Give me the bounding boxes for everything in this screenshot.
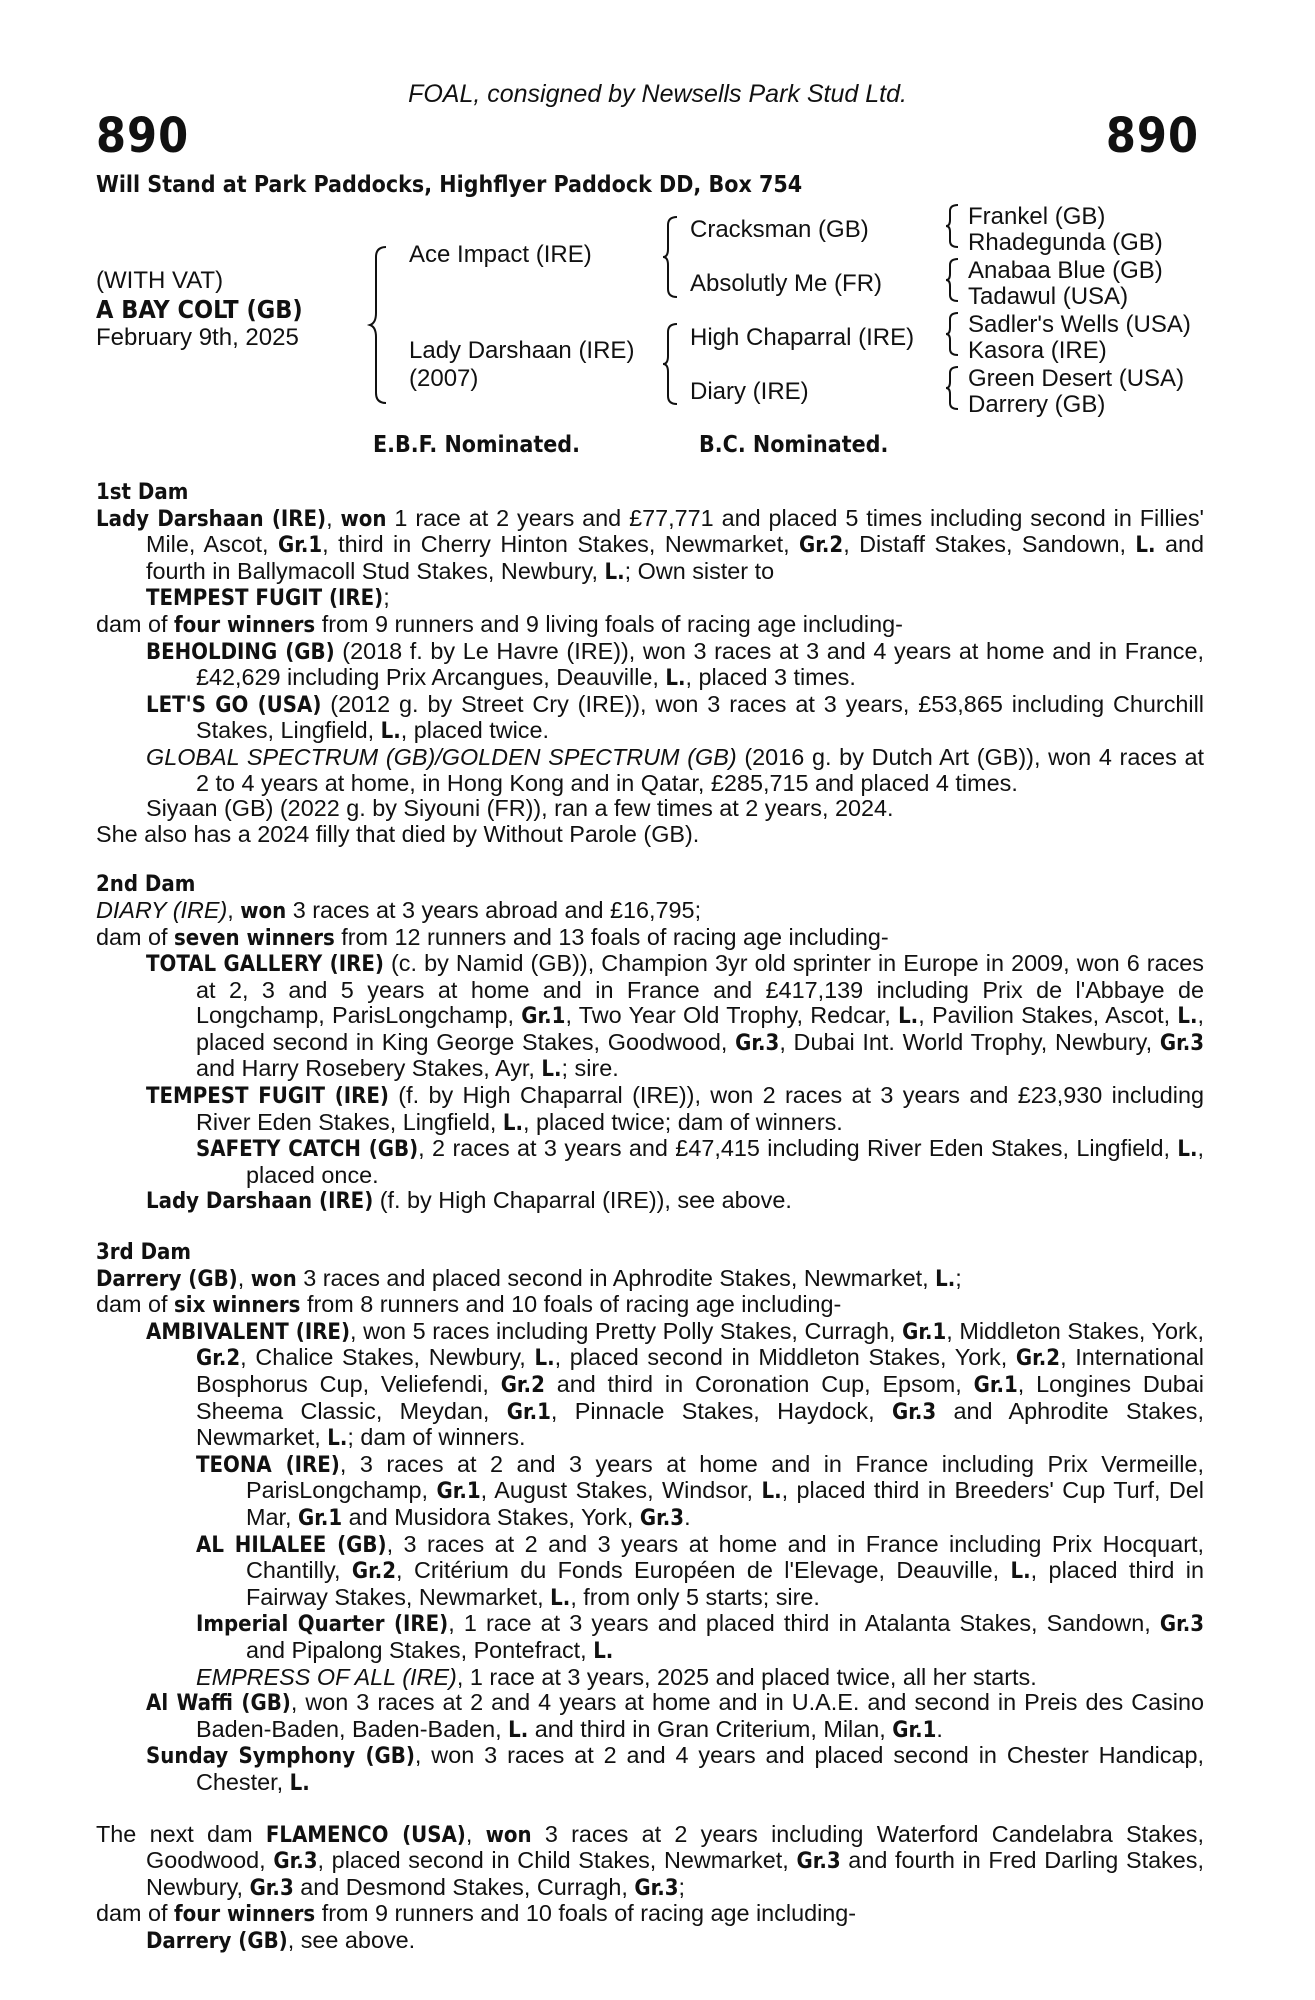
grade: L. [327,1426,348,1452]
produce-global-spectrum [96,745,1204,796]
grade: Gr.2 [799,533,844,559]
produce-al-waffi [96,1690,1204,1743]
grade: L. [665,666,686,692]
pedigree-g1: Frankel (GB) [968,203,1106,230]
stabling-line: Will Stand at Park Paddocks, Highflyer Paddock DD, Box 754 [96,172,803,198]
grade: Gr.1 [298,1505,343,1531]
text: , Distaff Stakes, Sandown, [843,531,1136,558]
produce-imperial-quarter [96,1611,1204,1664]
text: and Desmond Stakes, Curragh, [293,1873,635,1900]
text: , Dubai Int. World Trophy, Newbury, [779,1028,1160,1055]
text: , from only 5 starts; sire. [570,1583,820,1610]
grade: L. [1177,1004,1198,1030]
grade: L. [541,1057,562,1083]
text: , placed second in King George Stakes, Goodwood, [196,1002,1204,1055]
grade: Gr.3 [891,1399,937,1425]
grade: Gr.3 [796,1849,841,1875]
pedigree-sire-dam: Absolutly Me (FR) [690,270,883,297]
pedigree-bracket-g78 [944,365,960,411]
produce-beholding [96,639,1204,692]
pedigree-bracket-dam [661,322,679,406]
text: from 9 runners and 10 foals of racing age including- [315,1900,857,1927]
won-label: won [250,1266,297,1292]
foal-name: Sunday Symphony (GB) [146,1744,415,1770]
text: . [684,1503,691,1530]
foal-name: EMPRESS OF ALL (IRE) [196,1663,457,1690]
produce-safety-catch [96,1136,1204,1188]
grade: L. [534,1346,555,1372]
text: . [936,1715,943,1742]
pedigree-bracket-g34 [944,257,960,303]
produce-sunday-symphony [96,1743,1204,1796]
text: and Musidora Stakes, York, [342,1503,640,1530]
grade: L. [1135,533,1156,559]
grade: Gr.3 [639,1505,685,1531]
text: , August Stakes, Windsor, [480,1477,762,1504]
text: (2016 g. by Dutch Art (GB)), won 4 races at 2 to 4 years at home, in Hong Kong and in Qatar, £285,715 and placed 4 times. [196,743,1204,796]
won-label: won [340,506,387,532]
vat-note: (WITH VAT) [96,267,224,294]
pedigree-sire-sire: Cracksman (GB) [690,216,869,243]
text: , placed twice. [400,717,549,744]
grade: Gr.1 [892,1717,937,1743]
text: and third in Coronation Cup, Epsom, [544,1371,974,1397]
text: (2012 g. by Street Cry (IRE)), won 3 races at 3 years, £53,865 including Churchill Stakes, Lingfield, [196,690,1204,744]
foal-name: Lady Darshaan (IRE) [146,1189,374,1215]
next-dam-produce-summary [96,1901,1204,1928]
foal-name: Darrery (GB) [146,1928,288,1954]
text: (f. by High Chaparral (IRE)), see above. [373,1187,792,1214]
text: and Pipalong Stakes, Pontefract, [246,1636,594,1663]
text: , won 3 races at 2 and 4 years at home and in U.A.E. and second in Preis des Casino Baden-Baden, Baden-Baden, [196,1689,1205,1742]
lot-number-right: 890 [1105,108,1199,164]
text: from 9 runners and 9 living foals of racing age including- [315,610,903,637]
text: , placed third in Breeders' Cup Turf, Del Mar, [246,1477,1204,1530]
next-dam-name: FLAMENCO (USA) [265,1822,466,1848]
grade: Gr.1 [521,1004,566,1030]
foal-name: Al Waffi (GB) [146,1691,291,1717]
pedigree-sire: Ace Impact (IRE) [409,241,592,268]
won-label: won [240,898,287,924]
pedigree-bracket-main [368,245,388,405]
text: , placed second in Middleton Stakes, York, [554,1344,1016,1371]
text: ; [678,1873,686,1900]
text: (c. by Namid (GB)), Champion 3yr old sprinter in Europe in 2009, won 6 races at 2, 3 and 5 years at home and in France and £417,139 including Prix de l'Abbaye de Longchamp, ParisLongchamp, [196,950,1204,1029]
text: , Pavilion Stakes, Ascot, [918,1002,1178,1029]
produce-tempest-fugit [96,1083,1204,1136]
grade: Gr.3 [273,1849,318,1875]
text: , 3 races at 2 and 3 years at home and in France including Prix Vermeille, ParisLongchamp, [246,1450,1204,1504]
second-dam-record [96,898,1204,925]
pedigree-bracket-g12 [944,203,960,249]
text: from 12 runners and 13 foals of racing age including- [334,923,889,950]
pedigree-g7: Green Desert (USA) [968,365,1185,392]
text: , 1 race at 3 years, 2025 and placed twice, all her starts. [456,1663,1037,1690]
pedigree-g5: Sadler's Wells (USA) [968,311,1191,338]
ebf-nominated: E.B.F. Nominated. [373,432,580,458]
pedigree-g3: Anabaa Blue (GB) [968,257,1163,284]
text: , placed once. [246,1135,1205,1188]
first-dam-heading: 1st Dam [96,480,189,505]
bc-nominated: B.C. Nominated. [699,432,889,458]
winners-count: four winners [174,1902,316,1928]
grade: Gr.3 [1159,1612,1205,1638]
foal-name: Imperial Quarter (IRE) [196,1612,449,1638]
text: , 3 races at 2 and 3 years at home and in France including Prix Hocquart, Chantilly, [246,1530,1204,1584]
produce-darrery [96,1928,1204,1955]
text: ; [383,584,390,611]
produce-total-gallery [96,951,1204,1083]
first-dam-record: Lady Darshaan (IRE), won 1 race at 2 years and £77,771 and placed 5 times including second in Fillies' Mile, Ascot, Gr.1, third in Cherry Hinton Stakes, Newmarket, Gr.2, Distaff Stakes, Sandown, L. and fourth in Ballymacoll Stud Stakes, Newbury, L.; Own sister to TEMPEST FUGIT (IRE); [96,504,1205,612]
next-dam-record [96,1822,1204,1902]
text: , placed second in Child Stakes, Newmarket, [317,1847,797,1874]
catalogue-body [96,480,1204,1954]
text: , Chalice Stakes, Newbury, [240,1344,535,1371]
second-dam-name: DIARY (IRE) [96,896,228,923]
grade: Gr.3 [634,1875,679,1901]
foaling-date: February 9th, 2025 [96,324,299,351]
text: , Middleton Stakes, York, [946,1317,1204,1344]
grade: L. [289,1770,310,1796]
text: , [465,1820,486,1847]
grade: L. [898,1004,919,1030]
pedigree-bracket-g56 [944,311,960,357]
text: , placed third in Fairway Stakes, Newmarket, [246,1557,1204,1610]
text: dam of [96,1291,175,1318]
pedigree-g8: Darrery (GB) [968,391,1106,418]
horse-name: A BAY COLT (GB) [96,295,303,324]
text: , [237,1264,251,1291]
second-dam-heading: 2nd Dam [96,872,196,898]
pedigree-dam-sire: High Chaparral (IRE) [690,324,915,351]
winners-count: six winners [174,1293,301,1319]
text: dam of [96,610,175,637]
text: , Pinnacle Stakes, Haydock, [550,1397,892,1424]
grade: L. [1177,1137,1198,1163]
produce-lets-go [96,692,1204,745]
grade: L. [508,1717,529,1743]
foal-name: AL HILALEE (GB) [196,1532,387,1558]
produce-empress-of-all [96,1665,1204,1691]
text: (2018 f. by Le Havre (IRE)), won 3 races at 3 and 4 years at home and in France, £42,629 including Prix Arcangues, Deauville, [196,637,1204,691]
text: ; sire. [561,1055,619,1082]
text: , placed 3 times. [685,664,856,691]
text: and fourth in Fred Darling Stakes, Newbury, [146,1847,1204,1900]
text: The next dam [96,1820,266,1847]
text: and Aphrodite Stakes, Newmarket, [196,1397,1204,1451]
pedigree-bracket-sire [661,215,679,299]
text: , placed twice; dam of winners. [522,1108,843,1135]
foal-name: LET'S GO (USA) [146,692,322,718]
winners-count: seven winners [174,925,335,951]
grade: L. [502,1110,523,1136]
pedigree-g6: Kasora (IRE) [968,337,1107,364]
consignor-line: FOAL, consigned by Newsells Park Stud Ltd. [408,80,907,108]
produce-teona [96,1452,1204,1532]
foal-name: TEMPEST FUGIT (IRE) [146,1084,389,1110]
grade: Gr.2 [196,1346,241,1372]
text: dam of [96,1900,175,1927]
won-label: won [485,1822,532,1848]
third-dam-heading: 3rd Dam [96,1240,192,1266]
text: , third in Cherry Hinton Stakes, Newmarket, [322,531,800,558]
grade: L. [604,559,625,585]
text: ; dam of winners. [347,1424,526,1451]
text: 3 races at 2 years including Waterford Candelabra Stakes, Goodwood, [146,1820,1205,1874]
grade: Gr.2 [351,1559,397,1585]
text: and Harry Rosebery Stakes, Ayr, [196,1055,542,1082]
foal-name: AMBIVALENT (IRE) [146,1319,351,1345]
first-dam-name: Lady Darshaan (IRE) [96,506,327,532]
grade: L. [380,719,401,745]
grade: Gr.1 [277,533,323,559]
grade: Gr.1 [973,1373,1018,1398]
produce-siyaan: Siyaan (GB) (2022 g. by Siyouni (FR)), ran a few times at 2 years, 2024. [146,795,894,822]
text: , Longines Dubai Sheema Classic, Meydan, [196,1371,1204,1424]
pedigree-dam-dam: Diary (IRE) [690,378,809,405]
text: 3 races at 3 years abroad and £16,795; [286,896,702,923]
foal-name: TOTAL GALLERY (IRE) [146,952,384,978]
text: , [227,896,241,923]
text: 3 races and placed second in Aphrodite Stakes, Newmarket, [296,1264,936,1291]
grade: Gr.3 [1159,1030,1204,1056]
foal-name: TEONA (IRE) [196,1452,340,1478]
text: ; Own sister to [624,557,775,584]
grade: Gr.2 [500,1373,545,1398]
text: , Two Year Old Trophy, Redcar, [565,1002,899,1029]
text: 1 race at 2 years and £77,771 and placed 5 times including second in Fillies' Mile, Ascot, [146,504,1204,558]
foal-name: SAFETY CATCH (GB) [196,1137,419,1163]
text: , International Bosphorus Cup, Veliefendi, [196,1344,1204,1397]
text: and third in Gran Criterium, Milan, [528,1715,893,1742]
text: , 2 races at 3 years and £47,415 including River Eden Stakes, Lingfield, [418,1135,1178,1162]
foal-name: BEHOLDING (GB) [146,639,335,665]
third-dam-name: Darrery (GB) [96,1266,238,1292]
text: dam of [96,923,175,950]
text: , won 3 races at 2 and 4 years and placed second in Chester Handicap, Chester, [196,1742,1204,1795]
produce-lady-darshaan [96,1188,1204,1215]
lot-number-left: 890 [96,108,190,164]
grade: Gr.1 [902,1319,947,1345]
grade: L. [593,1638,614,1664]
grade: Gr.2 [1015,1346,1061,1372]
grade: L. [935,1266,956,1292]
foal-name: GLOBAL SPECTRUM (GB)/GOLDEN SPECTRUM (GB) [146,743,737,770]
grade: Gr.3 [249,1875,294,1901]
third-dam-record [96,1266,1204,1293]
text: ; [955,1264,962,1291]
text: , won 5 races including Pretty Polly Stakes, Curragh, [350,1317,903,1344]
sister-name: TEMPEST FUGIT (IRE) [146,586,384,612]
grade: L. [1010,1559,1031,1585]
text: from 8 runners and 10 foals of racing age including- [300,1291,842,1318]
grade: Gr.3 [735,1030,780,1056]
first-dam-also: She also has a 2024 filly that died by Without Parole (GB). [96,820,700,847]
produce-ambivalent [96,1319,1204,1452]
text: (f. by High Chaparral (IRE)), won 2 races at 3 years and £23,930 including River Eden Stakes, Lingfield, [196,1082,1204,1135]
text: , see above. [287,1926,416,1953]
pedigree-g2: Rhadegunda (GB) [968,229,1163,256]
text: and fourth in Ballymacoll Stud Stakes, Newbury, [146,531,1205,584]
second-dam-produce-summary [96,925,1204,952]
pedigree-dam: Lady Darshaan (IRE) [409,337,635,364]
text: , 1 race at 3 years and placed third in Atalanta Stakes, Sandown, [448,1610,1160,1637]
grade: Gr.1 [506,1399,551,1425]
grade: L. [761,1479,782,1505]
grade: L. [550,1585,571,1611]
pedigree-dam-year: (2007) [409,365,479,392]
first-dam-produce-summary [96,612,1204,639]
pedigree-g4: Tadawul (USA) [968,283,1129,310]
winners-count: four winners [174,612,316,638]
produce-al-hilalee [96,1532,1204,1612]
grade: Gr.1 [436,1479,481,1505]
third-dam-produce-summary [96,1292,1204,1319]
text: , Critérium du Fonds Européen de l'Elevage, Deauville, [396,1557,1011,1584]
